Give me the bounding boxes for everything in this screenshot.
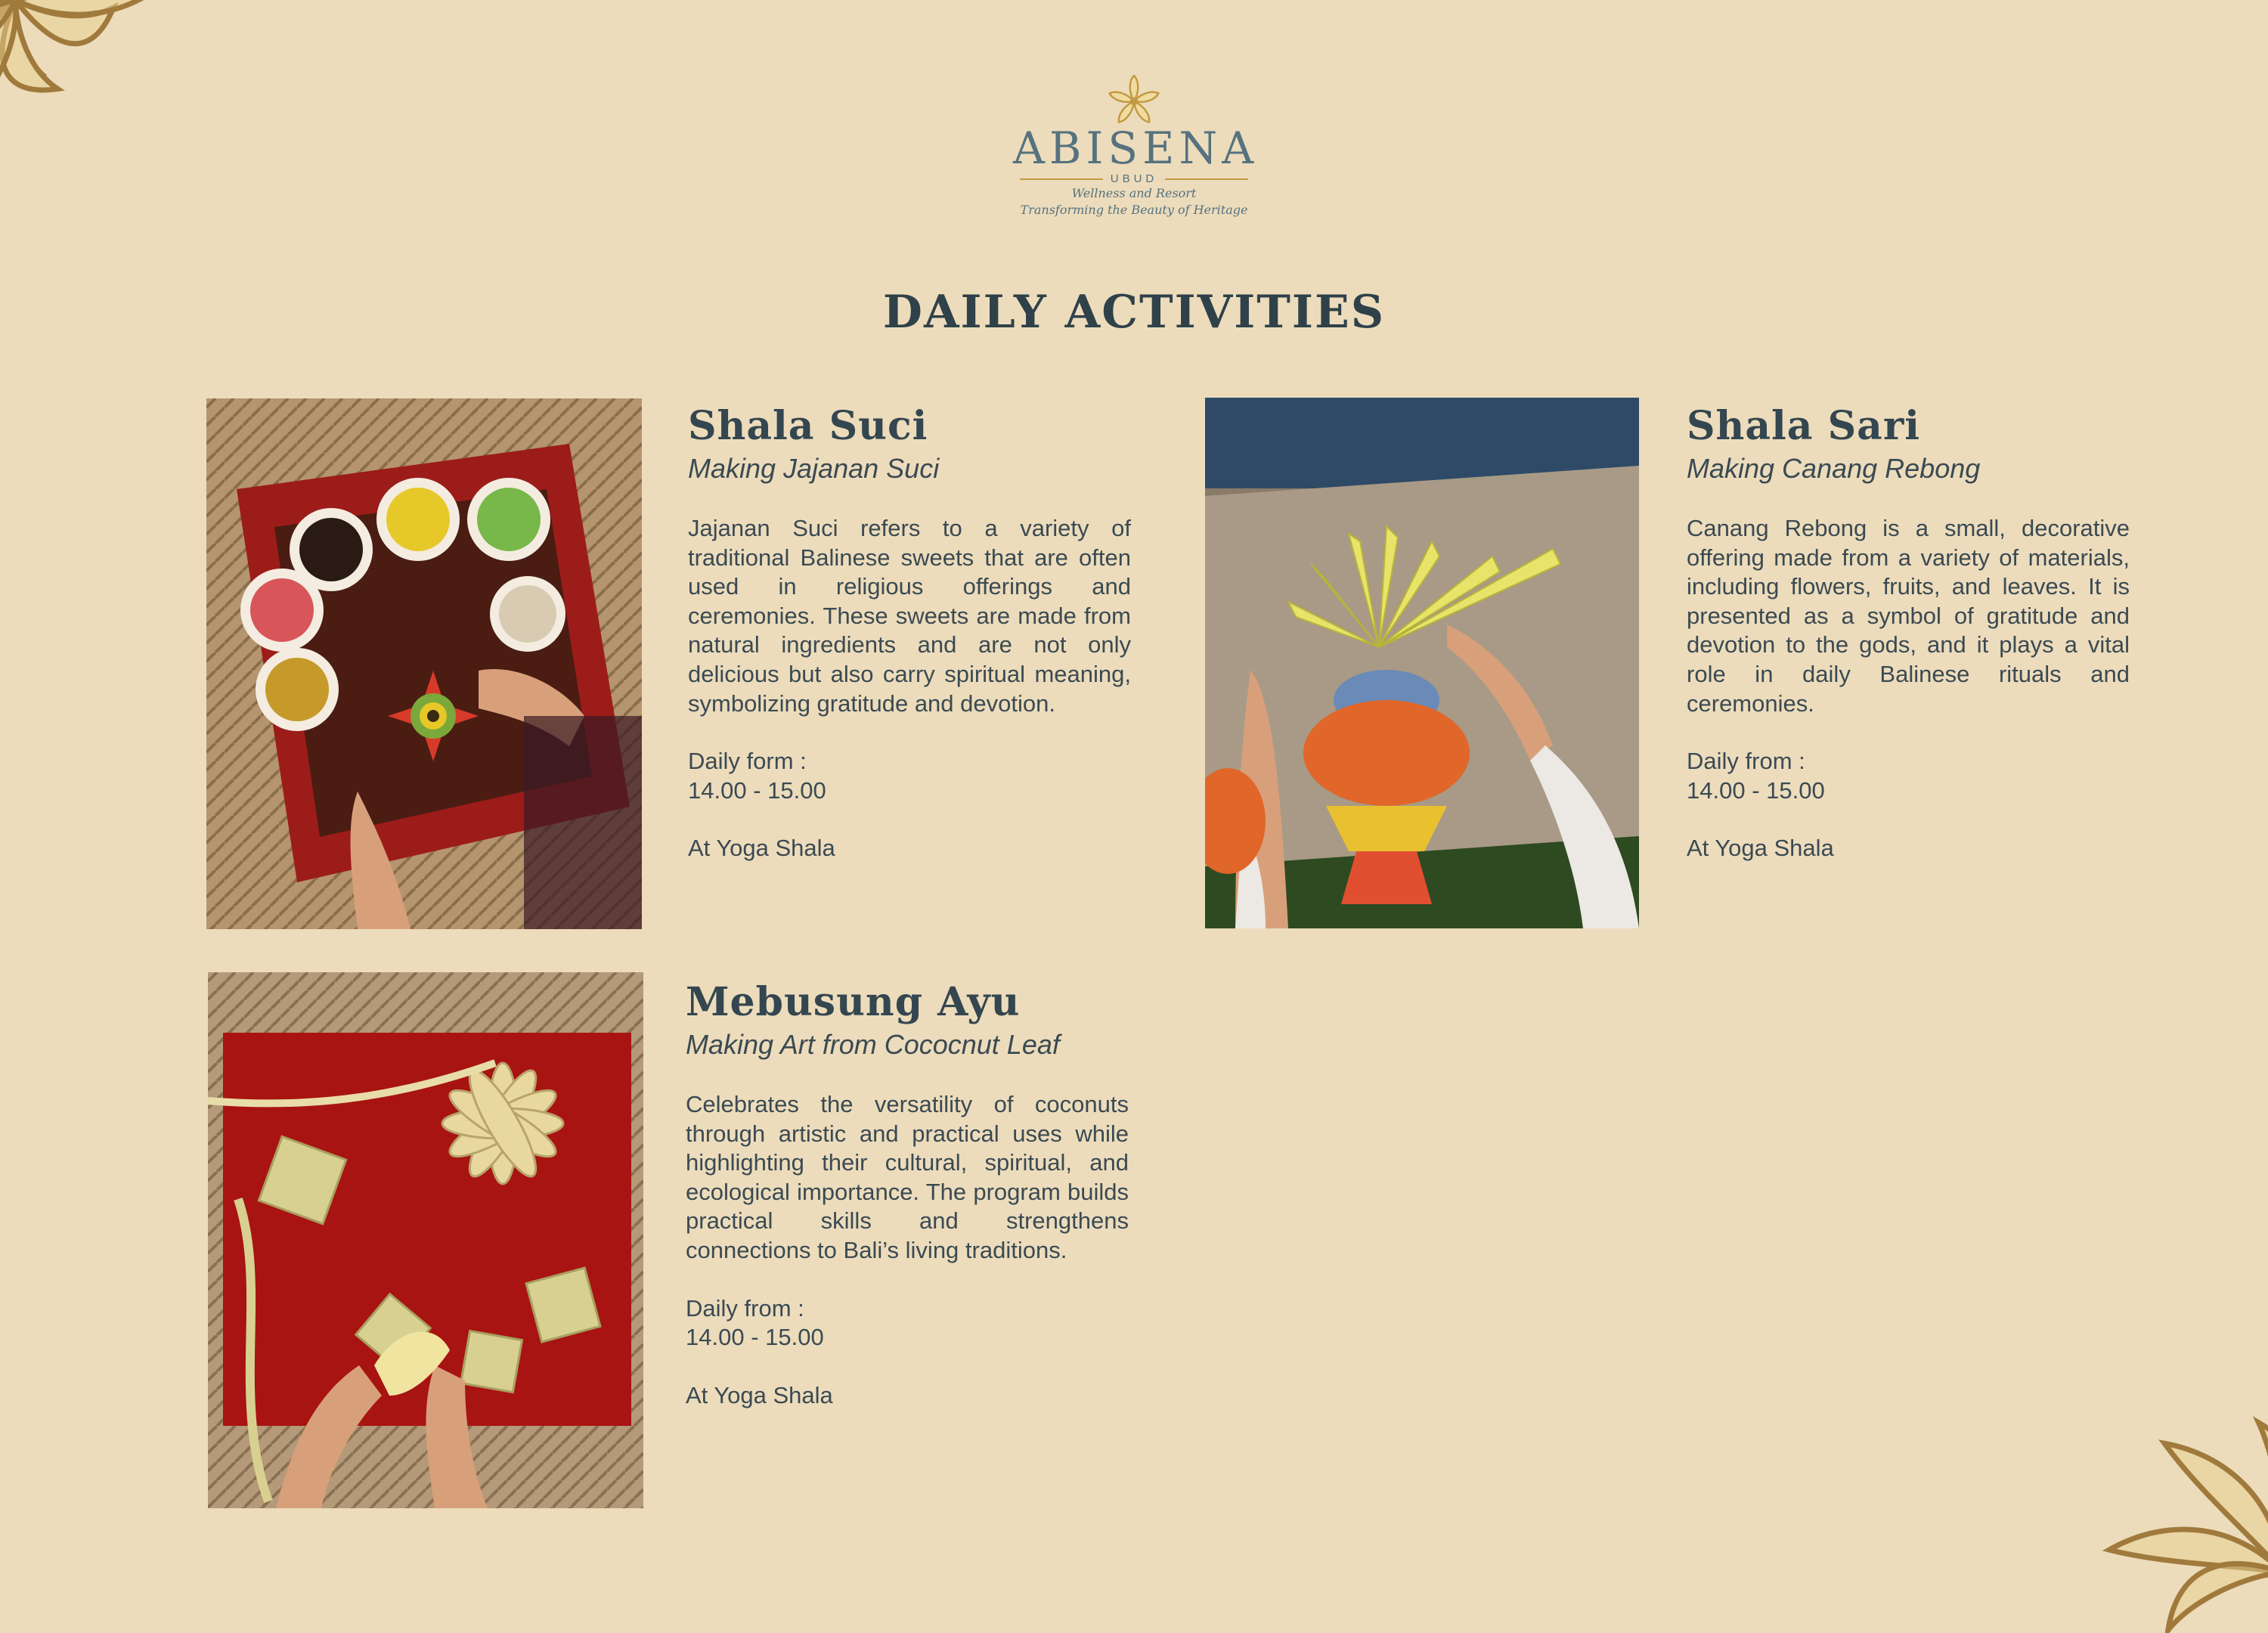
activity-photo-shala-suci (206, 398, 642, 929)
activity-time-label: Daily form : (688, 748, 807, 775)
brand-tagline: Wellness and Resort (1071, 186, 1197, 200)
flower-offering-photo (1205, 398, 1639, 928)
activity-photo-mebusung-ayu (208, 972, 643, 1508)
brand-location: UBUD (1110, 172, 1158, 185)
activity-location: At Yoga Shala (686, 1381, 833, 1408)
activity-time: 14.00 - 15.00 (1687, 776, 1825, 804)
brand-slogan: Transforming the Beauty of Heritage (1020, 203, 1248, 217)
brand-location-row (1013, 172, 1255, 185)
corner-flower-icon (0, 0, 272, 257)
colorful-sweets-photo (206, 398, 642, 929)
brand-name: ABISENA (1013, 122, 1259, 174)
brand-logo (1013, 70, 1259, 221)
activity-title: Shala Suci (688, 403, 928, 449)
activity-subtitle: Making Jajanan Suci (688, 453, 940, 484)
activity-title: Shala Sari (1687, 403, 1920, 449)
activity-card-shala-suci (688, 404, 1131, 863)
divider (1020, 178, 1103, 180)
activity-subtitle: Making Art from Cococnut Leaf (686, 1029, 1060, 1060)
lotus-flower-icon (1104, 70, 1164, 130)
coconut-leaf-craft-photo (208, 972, 643, 1508)
divider (1165, 178, 1248, 180)
activity-time-label: Daily from : (1687, 748, 1805, 775)
activity-card-mebusung-ayu (686, 980, 1129, 1410)
activity-description: Jajanan Suci refers to a variety of traditional Balinese sweets that are often used in religious offerings and ceremonies. These sweets are made from natural ingredients and are not only delicious but also carry spiritual meaning, symbolizing gratitude and devotion. (688, 515, 1131, 717)
activity-location: At Yoga Shala (1687, 835, 1834, 862)
activity-time-label: Daily from : (686, 1294, 804, 1322)
activity-time: 14.00 - 15.00 (688, 776, 826, 804)
corner-flower-icon (2011, 1315, 2268, 1633)
activity-time: 14.00 - 15.00 (686, 1324, 824, 1351)
activity-description: Celebrates the versatility of coconuts through artistic and practical uses while highlighting their cultural, spiritual, and ecological importance. The program builds practical skills and strengthens connections to Bali’s living traditions. (686, 1091, 1129, 1263)
page-title: DAILY ACTIVITIES (882, 286, 1386, 339)
activity-title: Mebusung Ayu (686, 979, 1021, 1025)
activity-subtitle: Making Canang Rebong (1687, 453, 1981, 484)
activity-photo-shala-sari (1205, 398, 1639, 928)
activity-location: At Yoga Shala (688, 835, 835, 862)
activity-card-shala-sari (1687, 404, 2130, 863)
activity-description: Canang Rebong is a small, decorative offering made from a variety of materials, including flowers, fruits, and leaves. It is presented as a symbol of gratitude and devotion to the gods, and it plays a vital role in daily Balinese rituals and ceremonies. (1687, 515, 2130, 717)
